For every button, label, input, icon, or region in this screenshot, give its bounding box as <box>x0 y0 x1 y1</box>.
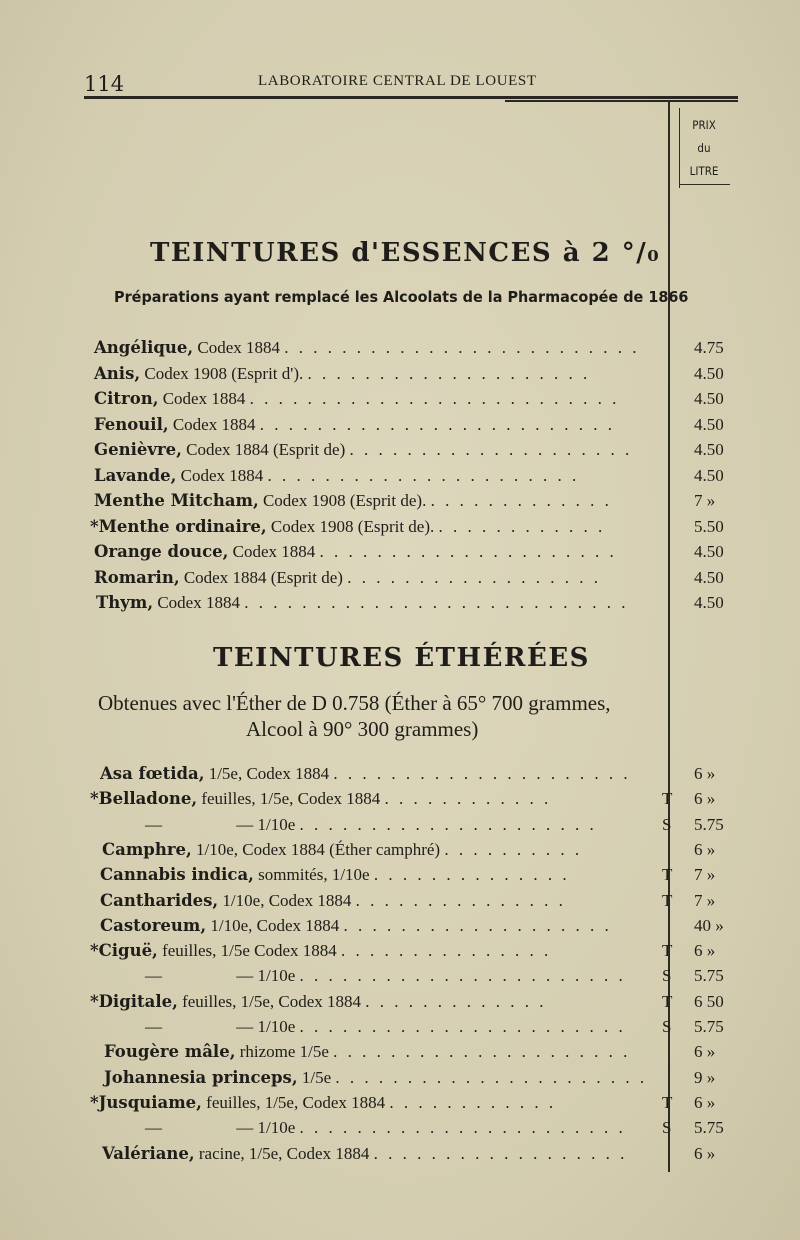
list-item <box>90 966 750 991</box>
item-name: — <box>145 1017 162 1036</box>
list-item <box>94 568 750 593</box>
leader-dots: . . . . . . . . . . . . . . . . . . . . . . <box>335 1067 648 1087</box>
item-name: Orange douce, <box>94 542 229 561</box>
list-item <box>94 542 750 567</box>
item-detail: Codex 1884 <box>162 389 246 408</box>
item-flag: S <box>662 814 672 834</box>
list-item <box>94 415 750 440</box>
list-item <box>94 466 750 491</box>
item-flag: T <box>662 991 673 1011</box>
item-name: Johannesia princeps, <box>104 1067 298 1087</box>
item-detail: feuilles, 1/5e, Codex 1884 <box>182 991 362 1011</box>
item-price: 4.50 <box>694 363 724 383</box>
item-price: 6 50 <box>694 991 724 1011</box>
item-name: *Ciguë, <box>90 941 158 961</box>
list-item <box>94 389 750 414</box>
list-item <box>94 364 750 389</box>
list-item <box>90 517 750 542</box>
item-name: Valériane, <box>102 1143 195 1163</box>
item-price: 4.50 <box>694 567 724 587</box>
item-detail: racine, 1/5e, Codex 1884 <box>198 1143 370 1163</box>
item-detail: Codex 1884 <box>180 465 264 485</box>
list-item <box>90 941 750 966</box>
item-flag: T <box>662 865 673 885</box>
item-price: 4.75 <box>694 338 724 357</box>
item-detail: Codex 1908 (Esprit de). <box>262 491 427 510</box>
item-detail: Codex 1884 <box>197 338 281 357</box>
leader-dots: . . . . . . . . . . . . <box>389 1092 557 1112</box>
price-header-line: LITRE <box>689 164 719 178</box>
list-item <box>96 593 750 618</box>
item-price: 5.75 <box>694 966 724 986</box>
item-detail: — 1/10e <box>236 814 296 834</box>
leader-dots: . . . . . . . . . . . . . . . <box>341 941 552 961</box>
item-name: Menthe Mitcham, <box>94 491 259 510</box>
leader-dots: . . . . . . . . . . . . . . . . . . . . . . . <box>299 966 626 986</box>
item-name: Cantharides, <box>100 890 219 910</box>
item-price: 5.75 <box>694 1017 724 1036</box>
item-name: *Belladone, <box>90 789 198 809</box>
list-item <box>102 840 750 865</box>
item-price: 6 » <box>694 839 716 859</box>
leader-dots: . . . . . . . . . . . . . . . . . . . . . . . . . <box>284 338 640 357</box>
leader-dots: . . . . . . . . . . <box>444 839 583 859</box>
list-item <box>90 992 750 1017</box>
leader-dots: . . . . . . . . . . . . . . . . . . . . <box>349 440 633 459</box>
item-price: 7 » <box>694 890 716 910</box>
list-item <box>100 891 750 916</box>
item-price: 5.50 <box>694 516 724 536</box>
item-detail: 1/10e, Codex 1884 <box>210 915 340 935</box>
leader-dots: . . . . . . . . . . . . . . . . . . . . . <box>333 1042 631 1062</box>
item-detail: feuilles, 1/5e, Codex 1884 <box>206 1092 386 1112</box>
item-price: 40 » <box>694 915 724 935</box>
leader-dots: . . . . . . . . . . . . . . . . . . <box>347 567 601 587</box>
leader-dots: . . . . . . . . . . . . . . . . . . . . . <box>319 542 617 561</box>
item-price: 4.50 <box>694 542 724 561</box>
leader-dots: . . . . . . . . . . . . . . . . . . . . . . . <box>299 1017 626 1036</box>
list-item <box>90 1093 750 1118</box>
leader-dots: . . . . . . . . . . . . . . . . . . . . . . . . . <box>259 414 615 434</box>
price-header-line: PRIX <box>692 118 716 132</box>
item-name: — <box>145 966 162 986</box>
item-name: Camphre, <box>102 839 192 859</box>
item-price: 4.50 <box>694 414 724 434</box>
item-detail: 1/5e <box>301 1067 332 1087</box>
section-title-etherees: TEINTURES ÉTHÉRÉES <box>213 643 590 673</box>
item-price: 6 » <box>694 1143 716 1163</box>
running-title: LABORATOIRE CENTRAL DE LOUEST <box>258 73 537 89</box>
list-item <box>104 1042 750 1067</box>
item-detail: 1/10e, Codex 1884 (Éther camphré) <box>196 839 441 859</box>
list-item <box>100 865 750 890</box>
intro-line: Alcool à 90° 300 grammes) <box>246 717 479 741</box>
item-price: 6 » <box>694 941 716 961</box>
list-item <box>90 815 750 840</box>
item-detail: — 1/10e <box>236 1118 296 1138</box>
item-flag: T <box>662 890 673 910</box>
item-name: Castoreum, <box>100 915 207 935</box>
item-name: *Digitale, <box>90 991 178 1011</box>
item-name: Lavande, <box>94 465 177 485</box>
item-price: 6 » <box>694 789 716 809</box>
item-detail: — 1/10e <box>236 966 296 986</box>
list-item <box>104 1068 750 1093</box>
item-price: 4.50 <box>694 593 724 612</box>
item-price: 4.50 <box>694 440 724 459</box>
item-detail: Codex 1884 (Esprit de) <box>183 567 343 587</box>
item-price: 4.50 <box>694 465 724 485</box>
item-name: Romarin, <box>94 567 180 587</box>
item-detail: Codex 1908 (Esprit de). <box>270 516 435 536</box>
item-name: — <box>145 814 162 834</box>
list-item <box>94 440 750 465</box>
item-flag: S <box>662 966 672 986</box>
item-flag: T <box>662 1092 673 1112</box>
leader-dots: . . . . . . . . . . . . . <box>430 491 612 510</box>
item-detail: sommités, 1/10e <box>258 865 370 885</box>
item-name: — <box>145 1118 162 1138</box>
list-item <box>94 491 750 516</box>
item-detail: Codex 1884 <box>232 542 316 561</box>
item-detail: Codex 1884 <box>172 414 256 434</box>
list-item <box>90 1118 750 1143</box>
item-name: *Jusquiame, <box>90 1092 202 1112</box>
leader-dots: . . . . . . . . . . . . . . . . . . . . . . . . . . . <box>244 593 629 612</box>
section-title-essences: TEINTURES d'ESSENCES à 2 °/₀ <box>150 238 661 268</box>
leader-dots: . . . . . . . . . . . . . . . . . . . . . . <box>267 465 580 485</box>
list-item <box>90 789 750 814</box>
header-rule-right <box>505 100 738 102</box>
item-name: Thym, <box>96 593 154 612</box>
list-item <box>102 1144 750 1169</box>
list-item <box>94 338 750 363</box>
item-detail: feuilles, 1/5e, Codex 1884 <box>201 789 381 809</box>
item-price: 7 » <box>694 491 716 510</box>
price-header-line: du <box>697 141 711 155</box>
page-number: 114 <box>84 72 125 96</box>
price-header-divider <box>679 108 680 188</box>
item-detail: Codex 1884 (Esprit de) <box>186 440 346 459</box>
item-price: 5.75 <box>694 814 724 834</box>
item-detail: Codex 1908 (Esprit d'). <box>144 363 304 383</box>
price-column-header <box>682 114 726 183</box>
section-subtitle-essences: Préparations ayant remplacé les Alcoolats de la Pharmacopée de 1866 <box>114 288 689 306</box>
item-name: Asa fœtida, <box>100 764 205 783</box>
item-name: *Menthe ordinaire, <box>90 516 267 536</box>
leader-dots: . . . . . . . . . . . . . . . . . . . <box>343 915 612 935</box>
item-flag: T <box>662 789 673 809</box>
leader-dots: . . . . . . . . . . . . . . . . . . . . <box>307 363 591 383</box>
leader-dots: . . . . . . . . . . . . . . . . . . . . . <box>333 764 631 783</box>
item-price: 7 » <box>694 865 716 885</box>
list-item <box>100 764 750 789</box>
item-price: 4.50 <box>694 389 724 408</box>
item-detail: rhizome 1/5e <box>239 1042 329 1062</box>
item-name: Citron, <box>94 389 159 408</box>
leader-dots: . . . . . . . . . . . . . . . . . . <box>373 1143 628 1163</box>
list-item <box>90 1017 750 1042</box>
item-flag: S <box>662 1118 672 1138</box>
item-name: Fougère mâle, <box>104 1042 236 1062</box>
leader-dots: . . . . . . . . . . . . . <box>365 991 547 1011</box>
leader-dots: . . . . . . . . . . . . . . <box>373 865 570 885</box>
item-detail: — 1/10e <box>236 1017 296 1036</box>
item-price: 6 » <box>694 1042 716 1062</box>
price-header-rule <box>680 184 730 185</box>
item-detail: 1/5e, Codex 1884 <box>208 764 330 783</box>
list-item <box>100 916 750 941</box>
leader-dots: . . . . . . . . . . . . . . . . . . . . . <box>299 814 597 834</box>
item-price: 6 » <box>694 764 716 783</box>
item-name: Anis, <box>94 363 141 383</box>
leader-dots: . . . . . . . . . . . . . . . <box>355 890 566 910</box>
item-detail: 1/10e, Codex 1884 <box>222 890 352 910</box>
header-rule <box>84 96 738 99</box>
leader-dots: . . . . . . . . . . . . . . . . . . . . . . . <box>299 1118 626 1138</box>
item-price: 6 » <box>694 1092 716 1112</box>
section-intro-etherees <box>98 690 678 742</box>
intro-line: Obtenues avec l'Éther de D 0.758 (Éther à 65° 700 grammes, <box>98 691 611 715</box>
leader-dots: . . . . . . . . . . . . <box>438 516 606 536</box>
item-flag: S <box>662 1017 672 1036</box>
item-detail: feuilles, 1/5e Codex 1884 <box>162 941 337 961</box>
item-price: 9 » <box>694 1067 716 1087</box>
item-detail: Codex 1884 <box>157 593 240 612</box>
leader-dots: . . . . . . . . . . . . <box>384 789 552 809</box>
leader-dots: . . . . . . . . . . . . . . . . . . . . . . . . . . <box>249 389 620 408</box>
item-name: Cannabis indica, <box>100 865 254 885</box>
item-name: Angélique, <box>94 338 194 357</box>
item-price: 5.75 <box>694 1118 724 1138</box>
item-name: Genièvre, <box>94 440 182 459</box>
item-flag: T <box>662 941 673 961</box>
item-name: Fenouil, <box>94 414 169 434</box>
